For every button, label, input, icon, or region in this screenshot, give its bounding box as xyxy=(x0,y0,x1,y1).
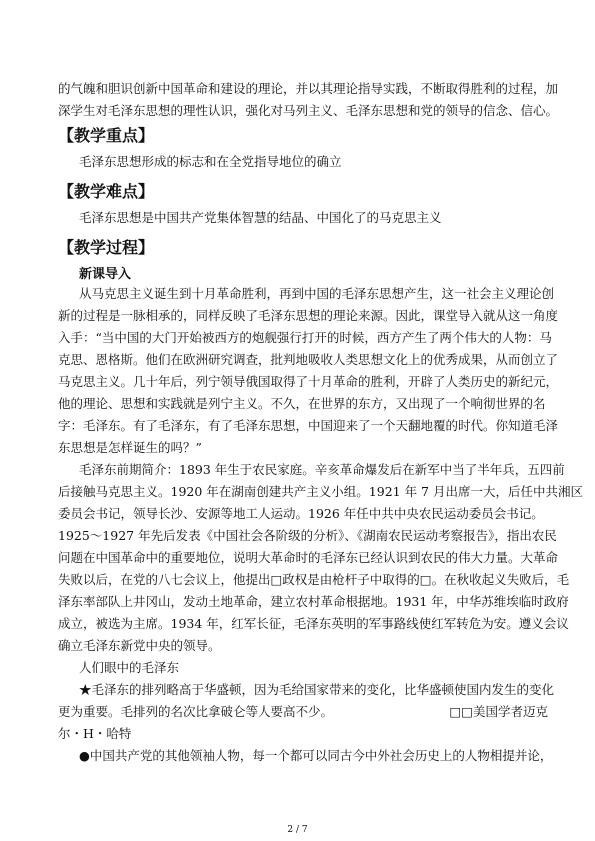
text-line: 委员会书记，领导长沙、安源等地工人运动。1926 年任中共中央农民运动委员会书记。 xyxy=(58,506,544,521)
text-line: 东思想是怎样诞生的吗？” xyxy=(58,440,202,455)
intro-paragraph xyxy=(58,78,559,122)
text-line: 入手：“当中国的大门开始被西方的炮舰强行打开的时候，西方产生了两个伟大的人物：马 xyxy=(58,330,552,345)
text-line: 后接触马克思主义。1920 年在湖南创建共产主义小组。1921 年 7 月出席一大，后任中共湘区 xyxy=(58,484,583,499)
section-label xyxy=(79,657,569,679)
difficulty-text xyxy=(79,207,569,229)
text-line: 新的过程是一脉相承的，同样反映了毛泽东思想的理论来源。因此，课堂导入就从这一角度 xyxy=(58,308,559,323)
intro-line: 深学生对毛泽东思想的理性认识，强化对马列主义、毛泽东思想和党的领导的信念、信心。 xyxy=(58,103,559,118)
quote-2 xyxy=(58,745,553,767)
text-line: 确立毛泽东新党中央的领导。 xyxy=(58,638,221,653)
process-heading: 【教学过程】 xyxy=(58,238,155,257)
text-line: 他的理论、思想和实践就是列宁主义。不久，在世界的东方，又出现了一个响彻世界的名 xyxy=(58,396,546,411)
difficulty-heading: 【教学难点】 xyxy=(58,182,155,201)
quote-attribution: □□美国学者迈克 xyxy=(449,704,548,719)
difficulty-line: 毛泽东思想是中国共产党集体智慧的结晶、中国化了的马克思主义 xyxy=(79,210,442,225)
text-line: 泽东率部队上井冈山，发动土地革命，建立农村革命根据地。1931 年，中华苏维埃临时政府 xyxy=(58,594,569,609)
quote-attribution-line: 尔・H・哈特 xyxy=(58,726,132,741)
quote-text: 更为重要。毛排列的名次比拿破仑等人要高不少。 xyxy=(58,704,334,719)
biography-paragraph xyxy=(58,459,583,657)
intro-subheading: 新课导入 xyxy=(79,267,132,282)
focus-text xyxy=(79,151,569,173)
text-line: 1925～1927 年先后发表《中国社会各阶级的分析》、《湖南农民运动考察报告》，指出农民 xyxy=(58,528,557,543)
text-line: 毛泽东前期简介：1893 年生于农民家庭。辛亥革命爆发后在新军中当了半年兵，五四前 xyxy=(79,462,565,477)
text-line: 字：毛泽东。有了毛泽东，有了毛泽东思想，中国迎来了一个天翻地覆的时代。你知道毛泽 xyxy=(58,418,559,433)
intro-paragraph-1 xyxy=(58,283,559,459)
text-line: 问题在中国革命中的重要地位，说明大革命时的毛泽东已经认识到农民的伟大力量。大革命 xyxy=(58,550,559,565)
text-line: 马克思主义。几十年后，列宁领导俄国取得了十月革命的胜利，开辟了人类历史的新纪元， xyxy=(58,374,559,389)
quote-line: ★毛泽东的排列略高于华盛顿，因为毛给国家带来的变化，比华盛顿使国内发生的变化 xyxy=(79,682,555,697)
quote-1 xyxy=(58,679,555,745)
text-line: 克思、恩格斯。他们在欧洲研究调查，批判地吸收人类思想文化上的优秀成果，从而创立了 xyxy=(58,352,559,367)
quote-line: ●中国共产党的其他领袖人物，每一个都可以同古今中外社会历史上的人物相提并论， xyxy=(79,748,553,763)
text-line: 从马克思主义诞生到十月革命胜利，再到中国的毛泽东思想产生，这一社会主义理论创 xyxy=(79,286,555,301)
text-line: 失败以后，在党的八七会议上，他提出□政权是由枪杆子中取得的□。在秋收起义失败后，毛 xyxy=(58,572,570,587)
page-number: 2 / 7 xyxy=(287,825,308,835)
focus-line: 毛泽东思想形成的标志和在全党指导地位的确立 xyxy=(79,154,342,169)
quote-line xyxy=(58,701,548,723)
text-line: 成立，被选为主席。1934 年，红军长征，毛泽东英明的军事路线使红军转危为安。遵义会议 xyxy=(58,616,569,631)
people-view-label: 人们眼中的毛泽东 xyxy=(79,660,180,675)
intro-line: 的气魄和胆识创新中国革命和建设的理论，并以其理论指导实践，不断取得胜利的过程，加 xyxy=(58,81,559,96)
focus-heading: 【教学重点】 xyxy=(58,126,155,145)
